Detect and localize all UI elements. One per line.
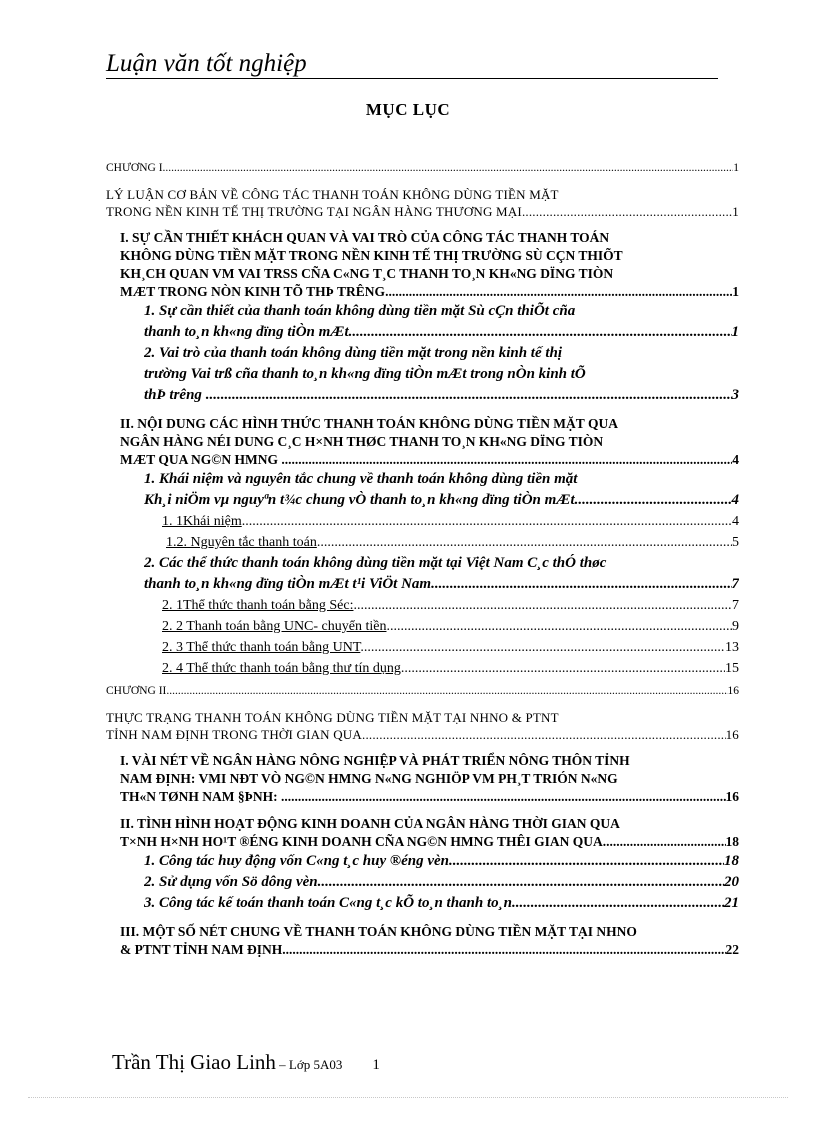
toc-entry-label: CHƯƠNG II: [106, 685, 167, 697]
toc-page-number: 16: [727, 685, 739, 697]
toc-entry-label: 2. 2 Thanh toán bằng UNC- chuyển tiền: [162, 619, 387, 634]
toc-entry-text: [166, 532, 732, 553]
toc-entry-text: [162, 616, 732, 637]
toc-page-number: 3: [731, 387, 739, 403]
toc-entry-text: [120, 941, 726, 959]
toc-entry-line: 1. Sự cần thiết của thanh toán không dùng tiền mặt Sù cÇn thiÕt cña: [144, 303, 576, 319]
toc-entry-line: NAM ĐỊNH: VΜI NÐT VÒ NG©N HΜNG N«NG NGHIÖP VΜ PH¸T TRIÓN N«NG: [120, 771, 618, 786]
toc-entry[interactable]: [162, 511, 739, 532]
toc-entry[interactable]: [106, 160, 739, 177]
toc-entry[interactable]: [162, 637, 739, 658]
toc-entry-line: [106, 203, 739, 220]
footer-author: Trần Thị Giao Linh: [112, 1050, 276, 1074]
toc-page-number: 15: [725, 661, 739, 676]
toc-entry-label: thanh to¸n kh«ng dïng tiÒn mÆt: [144, 324, 349, 340]
toc-entry-line: [120, 451, 739, 469]
toc-entry[interactable]: [120, 815, 739, 851]
toc-entry-label: 1.2. Nguyên tắc thanh toán: [166, 535, 317, 550]
toc-entry[interactable]: [120, 752, 739, 806]
toc-entry-line: trường Vai trß cña thanh to¸n kh«ng dïng tiÒn mÆt trong nÒn kinh tÕ: [144, 366, 586, 382]
toc-entry-label: TRONG NỀN KINH TẾ THỊ TRƯỜNG TẠI NGÂN HÀNG THƯƠNG MẠI: [106, 204, 522, 219]
toc-entry-text: [144, 574, 732, 595]
toc-page-number: 13: [725, 640, 739, 655]
toc-page-number: 21: [724, 895, 739, 911]
header-rule: [106, 78, 718, 79]
toc-entry-text: [162, 511, 732, 532]
toc-entry-label: thanh to¸n kh«ng dïng tiÒn mÆt t¹i ViÖt Nam: [144, 576, 432, 592]
toc-entry-label: TH«N TØNH NAM §ÞNH:: [120, 789, 281, 804]
toc-entry[interactable]: [144, 301, 739, 343]
toc-page-number: 9: [732, 619, 739, 634]
toc-entry[interactable]: [144, 553, 739, 595]
toc-page-number: 1: [733, 162, 739, 174]
toc-entry-text: [106, 683, 728, 700]
toc-entry-text: [106, 160, 733, 177]
toc-page-number: 4: [731, 492, 739, 508]
toc-entry-text: [120, 451, 732, 469]
toc-entry-line: [144, 851, 739, 872]
toc-entry[interactable]: [106, 683, 739, 700]
toc-title: MỤC LỤC: [365, 100, 451, 119]
toc-entry-text: [144, 385, 732, 406]
toc-entry[interactable]: [120, 229, 739, 301]
toc-entry-line: III. MỘT SỐ NÉT CHUNG VỀ THANH TOÁN KHÔNG DÙNG TIỀN MẶT TẠI NHNO: [120, 924, 637, 939]
toc-entry[interactable]: [144, 851, 739, 872]
toc-entry-line: [120, 833, 739, 851]
toc-entry-label: CHƯƠNG I: [106, 162, 163, 174]
toc-entry-line: 2. Các thể thức thanh toán không dùng tiền mặt tại Việt Nam C¸c thÓ thøc: [144, 555, 607, 571]
footer-page-number: 1: [372, 1057, 380, 1073]
toc-entry[interactable]: [144, 343, 739, 406]
toc-entry-line: II. TÌNH HÌNH HOẠT ĐỘNG KINH DOANH CỦA NGÂN HÀNG THỜI GIAN QUA: [120, 816, 620, 831]
toc-entry-line: THỰC TRẠNG THANH TOÁN KHÔNG DÙNG TIỀN MẶT TẠI NHNO & PTNT: [106, 710, 559, 725]
bottom-dotted-line: [28, 1097, 788, 1098]
toc-entry[interactable]: [144, 893, 739, 914]
toc-entry-text: [162, 595, 732, 616]
toc-page-number: 20: [724, 874, 739, 890]
toc-entry-label: T×NH H×NH HO¹T ®ÉNG KINH DOANH CÑA NG©N HΜNG THÊI GIAN QUA: [120, 834, 603, 849]
toc-entry-text: [120, 283, 732, 301]
toc-entry-line: I. SỰ CẦN THIẾT KHÁCH QUAN VÀ VAI TRÒ CỦA CÔNG TÁC THANH TOÁN: [120, 230, 610, 245]
toc-entry-label: MÆT TRONG NÒN KINH TÕ THÞ TRÊNG: [120, 284, 386, 299]
toc-entry-line: LÝ LUẬN CƠ BẢN VỀ CÔNG TÁC THANH TOÁN KHÔNG DÙNG TIỀN MẶT: [106, 187, 559, 202]
toc-entry-line: 2. Vai trò của thanh toán không dùng tiền mặt trong nền kinh tế thị: [144, 345, 563, 361]
toc-entry-label: MÆT QUA NG©N HΜNG: [120, 452, 282, 467]
toc-entry-line: [144, 893, 739, 914]
toc-entry-label: 1. Công tác huy động vốn C«ng t¸c huy ®éng vèn: [144, 853, 449, 869]
toc-entry-line: [162, 595, 739, 616]
toc-entry-line: [120, 283, 739, 301]
toc-entry-text: [162, 637, 725, 658]
toc-entry[interactable]: [144, 872, 739, 893]
toc-entry-text: [106, 726, 726, 743]
toc-entry[interactable]: [166, 532, 739, 553]
toc-page-number: 18: [725, 834, 739, 849]
toc-entry-line: I. VÀI NÉT VỀ NGÂN HÀNG NÔNG NGHIỆP VÀ PHÁT TRIỂN NÔNG THÔN TỈNH: [120, 753, 630, 768]
toc-entry-line: [106, 726, 739, 743]
toc-entry-line: [120, 941, 739, 959]
toc-entry-label: Kh¸i niÖm vµ nguyªn t¾c chung vÒ thanh to¸n kh«ng dïng tiÒn mÆt: [144, 492, 575, 508]
toc-entry[interactable]: [120, 923, 739, 959]
toc-page-number: 5: [732, 535, 739, 550]
toc-entry-label: 1. 1Khái niệm: [162, 514, 242, 529]
toc-entry-text: [120, 788, 726, 806]
toc-entry-label: 2. 4 Thể thức thanh toán bằng thư tín dụng: [162, 661, 401, 676]
document-header-title: Luận văn tốt nghiệp: [106, 50, 307, 77]
toc-entry-line: KH¸CH QUAN VΜ VAI TRSS CÑA C«NG T¸C THANH TO¸N KH«NG DÏNG TIÒN: [120, 266, 614, 281]
toc-entry-label: TỈNH NAM ĐỊNH TRONG THỜI GIAN QUA: [106, 727, 362, 742]
toc-entry[interactable]: [106, 186, 739, 220]
toc-entry-label: & PTNT TỈNH NAM ĐỊNH: [120, 942, 283, 957]
toc-entry-line: [162, 637, 739, 658]
toc-entry[interactable]: [144, 469, 739, 511]
toc-entry-line: 1. Khái niệm và nguyên tắc chung về thanh toán không dùng tiền mặt: [144, 471, 578, 487]
toc-page-number: 1: [732, 204, 739, 219]
toc-entry-text: [144, 872, 724, 893]
toc-page-number: 4: [732, 452, 739, 467]
toc-entry-line: [166, 532, 739, 553]
toc-entry-line: [162, 616, 739, 637]
toc-entry[interactable]: [162, 616, 739, 637]
toc-entry-line: NGÂN HÀNG NÉI DUNG C¸C H×NH THØC THANH TO¸N KH«NG DÏNG TIÒN: [120, 434, 604, 449]
toc-page-number: 16: [725, 789, 739, 804]
toc-entry[interactable]: [162, 658, 739, 679]
table-of-contents: [106, 156, 739, 959]
toc-entry-label: 2. 3 Thể thức thanh toán bằng UNT: [162, 640, 361, 655]
toc-entry-line: [162, 511, 739, 532]
toc-page-number: 7: [732, 598, 739, 613]
toc-page-number: 4: [732, 514, 739, 529]
toc-entry[interactable]: [162, 595, 739, 616]
footer-class: – Lớp 5A03: [275, 1057, 343, 1072]
toc-entry[interactable]: [120, 415, 739, 469]
toc-entry[interactable]: [106, 709, 739, 743]
toc-entry-line: [106, 683, 739, 700]
toc-page-number: 7: [731, 576, 739, 592]
toc-entry-text: [144, 893, 724, 914]
toc-entry-text: [162, 658, 725, 679]
toc-entry-text: [144, 322, 732, 343]
page-footer: [112, 1050, 380, 1075]
toc-page-number: 16: [725, 727, 739, 742]
toc-page-number: 1: [731, 324, 739, 340]
toc-entry-line: KHÔNG DÙNG TIỀN MẶT TRONG NỀN KINH TẾ THỊ TRƯỜNG SÙ CÇN THIÕT: [120, 248, 623, 263]
toc-entry-text: [106, 203, 732, 220]
toc-page-number: 22: [725, 942, 739, 957]
toc-entry-line: [106, 160, 739, 177]
toc-page-number: 1: [732, 284, 739, 299]
toc-entry-label: thÞ trêng: [144, 387, 206, 403]
toc-entry-line: [120, 788, 739, 806]
toc-entry-text: [144, 490, 732, 511]
toc-entry-line: [162, 658, 739, 679]
toc-entry-line: [144, 872, 739, 893]
toc-entry-line: II. NỘI DUNG CÁC HÌNH THỨC THANH TOÁN KHÔNG DÙNG TIỀN MẶT QUA: [120, 416, 618, 431]
toc-entry-line: [144, 322, 739, 343]
toc-entry-text: [144, 851, 724, 872]
toc-entry-label: 3. Công tác kế toán thanh toán C«ng t¸c kÕ to¸n thanh to¸n: [144, 895, 512, 911]
toc-entry-line: [144, 490, 739, 511]
toc-entry-label: 2. 1Thể thức thanh toán bằng Séc:: [162, 598, 354, 613]
toc-entry-text: [120, 833, 726, 851]
toc-page-number: 18: [724, 853, 739, 869]
toc-entry-label: 2. Sử dụng vốn Sö dông vèn: [144, 874, 318, 890]
toc-entry-line: [144, 574, 739, 595]
toc-entry-line: [144, 385, 739, 406]
